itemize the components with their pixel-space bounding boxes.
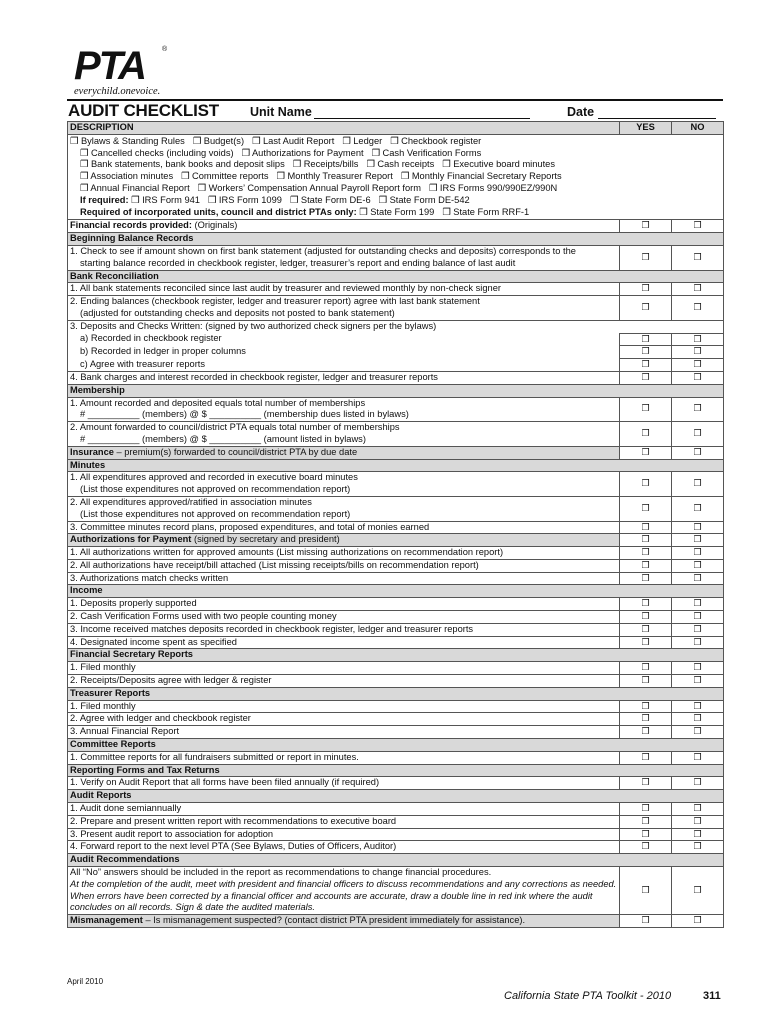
yes-checkbox[interactable]: ❒ (620, 245, 672, 270)
records-line-label: If required: (80, 194, 129, 205)
row-text: 4. Designated income spent as specified (70, 636, 237, 647)
yes-checkbox[interactable]: ❒ (620, 636, 672, 649)
row-text: Audit Reports (70, 790, 132, 801)
row-text: Treasurer Reports (70, 687, 151, 698)
date-field[interactable] (567, 105, 716, 119)
no-checkbox[interactable]: ❒ (672, 700, 724, 713)
no-checkbox[interactable]: ❒ (672, 726, 724, 739)
checkbox-icon[interactable]: ❒ (276, 171, 285, 182)
checkbox-icon[interactable]: ❒ (289, 194, 299, 205)
checkbox-icon[interactable]: ❒ (378, 194, 387, 205)
table-row (68, 320, 724, 333)
row-text: Income (70, 585, 103, 596)
no-checkbox[interactable]: ❒ (672, 751, 724, 764)
date-label: Date (567, 105, 595, 119)
checkbox-icon[interactable]: ❒ (371, 147, 380, 158)
yes-checkbox[interactable]: ❒ (620, 598, 672, 611)
unit-name-label: Unit Name (250, 105, 312, 119)
row-text: Committee Reports (70, 739, 156, 750)
record-option[interactable]: ❒ Bank statements, bank books and deposit slips (80, 159, 285, 170)
yes-checkbox[interactable]: ❒ (620, 675, 672, 688)
row-text: – Is mismanagement suspected? (contact district PTA president immediately for assistance). (142, 915, 526, 926)
no-checkbox[interactable]: ❒ (672, 611, 724, 624)
section-header (68, 790, 724, 803)
yes-checkbox[interactable]: ❒ (620, 726, 672, 739)
checkbox-icon[interactable]: ❒ (181, 171, 190, 182)
row-text: 2. Receipts/Deposits agree with ledger & register (70, 675, 272, 686)
table-row (68, 521, 724, 534)
yes-checkbox[interactable]: ❒ (620, 359, 672, 372)
checkbox-icon[interactable]: ❒ (80, 171, 89, 182)
page-number: 311 (703, 990, 721, 1002)
yes-checkbox[interactable]: ❒ (620, 534, 672, 547)
record-option[interactable]: ❒ Monthly Treasurer Report (276, 171, 393, 182)
row-label: Financial records provided: (70, 220, 192, 231)
no-checkbox[interactable]: ❒ (672, 636, 724, 649)
no-checkbox[interactable]: ❒ (672, 572, 724, 585)
section-row (68, 534, 724, 547)
registered-mark: ® (162, 46, 168, 53)
no-checkbox[interactable]: ❒ (672, 397, 724, 422)
yes-checkbox[interactable]: ❒ (620, 662, 672, 675)
section-header (68, 384, 724, 397)
table-row (68, 296, 724, 321)
page-title: AUDIT CHECKLIST (68, 101, 219, 120)
record-option[interactable]: ❒ State Form DE-6 (289, 194, 371, 205)
checkbox-icon[interactable]: ❒ (207, 194, 217, 205)
row-text: 1. Verify on Audit Report that all forms have been filed annually (if required) (70, 777, 380, 788)
checkbox-icon[interactable]: ❒ (80, 182, 89, 193)
table-row (68, 283, 724, 296)
record-option[interactable]: ❒ Last Audit Report (252, 135, 335, 146)
records-checklist (70, 136, 721, 219)
no-checkbox[interactable]: ❒ (672, 559, 724, 572)
row-text: b) Recorded in ledger in proper columns (80, 345, 246, 356)
row-text: Reporting Forms and Tax Returns (70, 764, 220, 775)
section-header (68, 585, 724, 598)
checkbox-icon[interactable]: ❒ (400, 171, 410, 182)
yes-checkbox[interactable]: ❒ (620, 346, 672, 359)
yes-checkbox[interactable]: ❒ (620, 751, 672, 764)
record-option[interactable]: ❒ Budget(s) (192, 135, 245, 146)
records-line (70, 183, 721, 195)
no-checkbox[interactable]: ❒ (672, 534, 724, 547)
table-header (68, 122, 724, 135)
no-checkbox[interactable]: ❒ (672, 867, 724, 915)
no-checkbox[interactable]: ❒ (672, 623, 724, 636)
checkbox-icon[interactable]: ❒ (390, 135, 399, 146)
table-row (68, 713, 724, 726)
checkbox-icon[interactable]: ❒ (80, 159, 89, 170)
record-option[interactable]: ❒ Annual Financial Report (80, 182, 190, 193)
row-text: (signed by secretary and president) (191, 534, 340, 545)
row-text: Financial Secretary Reports (70, 649, 193, 660)
no-header: NO (672, 122, 724, 135)
row-label: Mismanagement (70, 915, 143, 926)
row-text: 1. Filed monthly (70, 662, 136, 673)
checkbox-icon[interactable]: ❒ (80, 147, 89, 158)
row-text: 2. All expenditures approved/ratified in association minutes (70, 496, 312, 507)
checkbox-icon[interactable]: ❒ (131, 194, 140, 205)
no-checkbox[interactable]: ❒ (672, 283, 724, 296)
yes-checkbox[interactable]: ❒ (620, 611, 672, 624)
records-line (70, 159, 721, 171)
section-row (68, 915, 724, 928)
yes-checkbox[interactable]: ❒ (620, 397, 672, 422)
section-header (68, 459, 724, 472)
yes-checkbox[interactable]: ❒ (620, 371, 672, 384)
recommendations-row (68, 867, 724, 915)
yes-checkbox[interactable]: ❒ (620, 422, 672, 447)
yes-checkbox[interactable]: ❒ (620, 700, 672, 713)
table-row (68, 815, 724, 828)
table-row (68, 371, 724, 384)
yes-checkbox[interactable]: ❒ (620, 446, 672, 459)
no-checkbox[interactable]: ❒ (672, 828, 724, 841)
section-header (68, 233, 724, 246)
row-text: 1. Audit done semiannually (70, 803, 182, 814)
checkbox-icon[interactable]: ❒ (428, 182, 438, 193)
table-row (68, 472, 724, 497)
row-text: 4. Forward report to the next level PTA (See Bylaws, Duties of Officers, Auditor) (70, 841, 397, 852)
records-line (70, 148, 721, 160)
record-option[interactable]: ❒ Bylaws & Standing Rules (70, 135, 185, 146)
row-text: 1. Committee reports for all fundraisers submitted or report in minutes. (70, 751, 359, 762)
record-option[interactable]: ❒ State Form RRF-1 (442, 206, 530, 217)
record-option[interactable]: ❒ IRS Forms 990/990EZ/990N (428, 182, 558, 193)
table-row (68, 359, 724, 372)
row-text: 1. Filed monthly (70, 700, 136, 711)
yes-checkbox[interactable]: ❒ (620, 915, 672, 928)
row-text: Audit Recommendations (70, 854, 180, 865)
record-option[interactable]: ❒ Workers’ Compensation Annual Payroll Report form (197, 182, 421, 193)
yes-checkbox[interactable]: ❒ (620, 220, 672, 233)
yes-checkbox[interactable]: ❒ (620, 333, 672, 346)
table-row (68, 803, 724, 816)
row-subtext: # __________ (members) @ $ __________ (membership dues listed in bylaws) (80, 409, 409, 420)
row-subtext: (List those expenditures not approved on recommendation report) (80, 484, 351, 495)
no-checkbox[interactable]: ❒ (672, 359, 724, 372)
record-option[interactable]: ❒ Cancelled checks (including voids) (80, 147, 234, 158)
table-row (68, 623, 724, 636)
no-checkbox[interactable]: ❒ (672, 841, 724, 854)
row-text: Bank Reconciliation (70, 270, 159, 281)
no-checkbox[interactable]: ❒ (672, 220, 724, 233)
table-row (68, 547, 724, 560)
row-text: All “No” answers should be included in the report as recommendations to change financial procedures. (70, 867, 492, 878)
table-row (68, 751, 724, 764)
checkbox-icon[interactable]: ❒ (192, 135, 202, 146)
records-line (70, 195, 721, 207)
unit-name-field[interactable] (250, 105, 530, 119)
record-option[interactable]: ❒ Cash receipts (366, 159, 435, 170)
section-header (68, 270, 724, 283)
row-text: 3. Present audit report to association for adoption (70, 828, 274, 839)
checkbox-icon[interactable]: ❒ (252, 135, 261, 146)
row-text: 3. Committee minutes record plans, proposed expenditures, and total of monies earned (70, 521, 430, 532)
row-text: 1. All bank statements reconciled since last audit by treasurer and reviewed monthly by non-check signer (70, 283, 501, 294)
table-row (68, 662, 724, 675)
no-checkbox[interactable]: ❒ (672, 777, 724, 790)
section-header (68, 687, 724, 700)
table-row (68, 559, 724, 572)
yes-checkbox[interactable]: ❒ (620, 296, 672, 321)
table-row (68, 636, 724, 649)
no-checkbox[interactable]: ❒ (672, 521, 724, 534)
yes-checkbox[interactable]: ❒ (620, 472, 672, 497)
yes-checkbox[interactable]: ❒ (620, 521, 672, 534)
table-row (68, 828, 724, 841)
table-row (68, 397, 724, 422)
footer-toolkit: California State PTA Toolkit - 2010 (504, 990, 672, 1002)
no-checkbox[interactable]: ❒ (672, 371, 724, 384)
yes-checkbox[interactable]: ❒ (620, 547, 672, 560)
no-checkbox[interactable]: ❒ (672, 245, 724, 270)
yes-checkbox[interactable]: ❒ (620, 713, 672, 726)
row-subtext: At the completion of the audit, meet with president and financial officers to discuss recommendations and any corrections as needed. When errors have been corrected by a financial officer and accounts are accurate, draw a double line in red ink where the audit concludes on all records. Sign & date the audited materials. (70, 878, 617, 913)
record-option[interactable]: ❒ Committee reports (181, 171, 269, 182)
row-label: Insurance (70, 446, 114, 457)
row-text: 3. Income received matches deposits recorded in checkbook register, ledger and treasurer reports (70, 623, 474, 634)
row-text: 1. Amount recorded and deposited equals total number of memberships (70, 397, 366, 408)
row-text: 1. Deposits properly supported (70, 598, 197, 609)
no-checkbox[interactable]: ❒ (672, 346, 724, 359)
row-text: – premium(s) forwarded to council/district PTA by due date (113, 446, 358, 457)
record-option[interactable]: ❒ Authorizations for Payment (241, 147, 364, 158)
row-text: 3. Authorizations match checks written (70, 572, 229, 583)
pta-logo (74, 44, 168, 97)
checkbox-icon[interactable]: ❒ (342, 135, 351, 146)
row-text: 2. Cash Verification Forms used with two people counting money (70, 611, 337, 622)
row-text: 3. Deposits and Checks Written: (signed by two authorized check signers per the bylaws) (70, 320, 437, 331)
table-row (68, 346, 724, 359)
checkbox-icon[interactable]: ❒ (241, 147, 250, 158)
yes-checkbox[interactable]: ❒ (620, 867, 672, 915)
no-checkbox[interactable]: ❒ (672, 803, 724, 816)
audit-checklist-table (67, 121, 724, 928)
no-checkbox[interactable]: ❒ (672, 296, 724, 321)
table-row (68, 496, 724, 521)
checkbox-icon[interactable]: ❒ (442, 206, 451, 217)
checkbox-icon[interactable]: ❒ (70, 135, 79, 146)
row-text: a) Recorded in checkbook register (80, 333, 222, 344)
no-checkbox[interactable]: ❒ (672, 472, 724, 497)
yes-checkbox[interactable]: ❒ (620, 283, 672, 296)
row-text: 2. Prepare and present written report with recommendations to executive board (70, 815, 397, 826)
no-checkbox[interactable]: ❒ (672, 333, 724, 346)
yes-checkbox[interactable]: ❒ (620, 496, 672, 521)
checkbox-icon[interactable]: ❒ (292, 159, 302, 170)
records-line-label: Required of incorporated units, council and district PTAs only: (80, 206, 357, 217)
unit-name-line[interactable] (314, 106, 530, 119)
no-checkbox[interactable]: ❒ (672, 598, 724, 611)
checkbox-icon[interactable]: ❒ (197, 182, 206, 193)
yes-checkbox[interactable]: ❒ (620, 623, 672, 636)
no-checkbox[interactable]: ❒ (672, 422, 724, 447)
record-option[interactable]: ❒ IRS Form 941 (131, 194, 200, 205)
table-row (68, 841, 724, 854)
record-option[interactable]: ❒ IRS Form 1099 (207, 194, 282, 205)
row-subtext: # __________ (members) @ $ __________ (amount listed in bylaws) (80, 433, 366, 444)
row-subtext: (adjusted for outstanding checks and deposits not posted to bank statement) (80, 307, 395, 318)
table-row (68, 675, 724, 688)
checkbox-icon[interactable]: ❒ (359, 206, 368, 217)
yes-checkbox[interactable]: ❒ (620, 777, 672, 790)
footer-date: April 2010 (67, 977, 104, 986)
row-text: 1. All expenditures approved and recorded in executive board minutes (70, 472, 358, 483)
pta-tagline: everychild.onevoice. (74, 86, 161, 97)
no-checkbox[interactable]: ❒ (672, 547, 724, 560)
row-subtext: starting balance recorded in checkbook register, ledger, treasurer’s report and ending balance of last audit (80, 257, 516, 268)
pta-logo-mark: PTA (74, 44, 146, 88)
yes-checkbox[interactable]: ❒ (620, 841, 672, 854)
table-row (68, 572, 724, 585)
no-checkbox[interactable]: ❒ (672, 675, 724, 688)
record-option[interactable]: ❒ Cash Verification Forms (371, 147, 482, 158)
row-text: 3. Annual Financial Report (70, 726, 180, 737)
records-line (70, 136, 721, 148)
row-label: Authorizations for Payment (70, 534, 192, 545)
checkbox-icon[interactable]: ❒ (366, 159, 375, 170)
table-row (68, 333, 724, 346)
section-header (68, 764, 724, 777)
records-line (70, 171, 721, 183)
record-option[interactable]: ❒ Receipts/bills (292, 159, 359, 170)
table-row (68, 611, 724, 624)
section-header (68, 739, 724, 752)
row-text: Beginning Balance Records (70, 233, 194, 244)
record-option[interactable]: ❒ Checkbook register (390, 135, 482, 146)
section-row (68, 446, 724, 459)
yes-checkbox[interactable]: ❒ (620, 828, 672, 841)
no-checkbox[interactable]: ❒ (672, 713, 724, 726)
no-checkbox[interactable]: ❒ (672, 915, 724, 928)
yes-checkbox[interactable]: ❒ (620, 559, 672, 572)
row-text: 2. Amount forwarded to council/district PTA equals total number of memberships (70, 422, 400, 433)
record-option[interactable]: ❒ State Form 199 (359, 206, 435, 217)
row-text: c) Agree with treasurer reports (80, 358, 206, 369)
no-checkbox[interactable]: ❒ (672, 496, 724, 521)
row-text: 2. Agree with ledger and checkbook register (70, 713, 251, 724)
row-text: Minutes (70, 459, 106, 470)
date-line[interactable] (598, 106, 716, 119)
table-row (68, 220, 724, 233)
table-row (68, 245, 724, 270)
record-option[interactable]: ❒ Executive board minutes (442, 159, 555, 170)
row-text: Membership (70, 384, 125, 395)
records-list-row (68, 134, 724, 220)
yes-checkbox[interactable]: ❒ (620, 572, 672, 585)
table-row (68, 598, 724, 611)
no-checkbox[interactable]: ❒ (672, 815, 724, 828)
yes-header: YES (620, 122, 672, 135)
row-text: (Originals) (194, 220, 238, 231)
record-option[interactable]: ❒ Association minutes (80, 171, 174, 182)
row-text: 4. Bank charges and interest recorded in checkbook register, ledger and treasurer reports (70, 371, 438, 382)
section-header (68, 854, 724, 867)
no-checkbox[interactable]: ❒ (672, 662, 724, 675)
records-line (70, 207, 721, 219)
record-option[interactable]: ❒ Monthly Financial Secretary Reports (400, 171, 562, 182)
row-subtext: (List those expenditures not approved on recommendation report) (80, 508, 351, 519)
table-row (68, 777, 724, 790)
record-option[interactable]: ❒ State Form DE-542 (378, 194, 470, 205)
record-option[interactable]: ❒ Ledger (342, 135, 383, 146)
yes-checkbox[interactable]: ❒ (620, 815, 672, 828)
table-row (68, 726, 724, 739)
row-text: 2. All authorizations have receipt/bill attached (List missing receipts/bills on recommendation report) (70, 559, 479, 570)
description-header: DESCRIPTION (68, 122, 620, 135)
table-row (68, 700, 724, 713)
yes-checkbox[interactable]: ❒ (620, 803, 672, 816)
section-header (68, 649, 724, 662)
table-row (68, 422, 724, 447)
row-text: 1. All authorizations written for approved amounts (List missing authorizations on recommendation report) (70, 547, 504, 558)
row-text: 2. Ending balances (checkbook register, ledger and treasurer report) agree with last bank statement (70, 296, 480, 307)
no-checkbox[interactable]: ❒ (672, 446, 724, 459)
row-text: 1. Check to see if amount shown on first bank statement (adjusted for outstanding checks and deposits) corresponds to the (70, 245, 576, 256)
checkbox-icon[interactable]: ❒ (442, 159, 451, 170)
